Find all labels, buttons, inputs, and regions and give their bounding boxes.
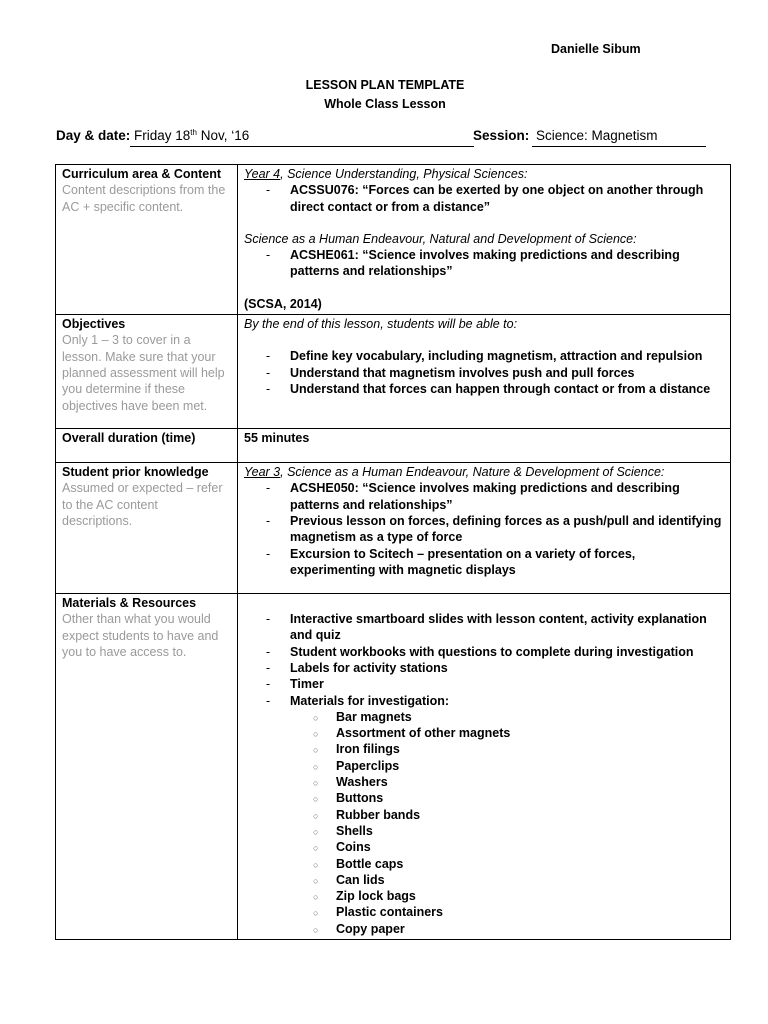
list-item: ○ Coins: [244, 839, 724, 855]
day-session-row: [56, 128, 716, 148]
list-item: ○ Bar magnets: [244, 709, 724, 725]
objectives-heading: Objectives: [62, 317, 126, 332]
list-item: ○ Copy paper: [244, 921, 724, 937]
list-item: - Understand that forces can happen through contact or from a distance: [244, 381, 724, 397]
materials-description: Other than what you would expect students to have and you to have access to.: [62, 612, 219, 659]
list-item: - Understand that magnetism involves push and pull forces: [244, 365, 724, 381]
duration-label-cell: [56, 429, 238, 463]
curriculum-year: Year 4: [244, 167, 281, 181]
prior-content-cell: [238, 463, 731, 594]
day-date-label: Day & date:: [56, 128, 131, 143]
list-item: ○ Washers: [244, 774, 724, 790]
investigation-materials-list: [244, 709, 724, 937]
list-item: - Previous lesson on forces, defining forces as a push/pull and identifying magnetism as a type of force: [244, 513, 724, 546]
curriculum-heading: Curriculum area & Content: [62, 167, 222, 181]
document-subtitle: Whole Class Lesson: [324, 97, 446, 111]
list-item: ○ Buttons: [244, 790, 724, 806]
author-name: Danielle Sibum: [551, 42, 641, 56]
day-date-suffix: th: [190, 128, 197, 137]
materials-list: [244, 611, 724, 709]
list-item: ○ Rubber bands: [244, 807, 724, 823]
list-item: ○ Zip lock bags: [244, 888, 724, 904]
table-row: [56, 315, 731, 429]
materials-heading: Materials & Resources: [62, 596, 197, 611]
duration-content-cell: [238, 429, 731, 463]
table-row: [56, 463, 731, 594]
list-item: - ACSSU076: “Forces can be exerted by one object on another through direct contact or from a distance”: [244, 182, 724, 215]
objectives-content-cell: [238, 315, 731, 429]
list-item: - Timer: [244, 676, 724, 692]
objectives-list: [244, 348, 724, 397]
materials-content-cell: [238, 594, 731, 940]
curriculum-year-rest: , Science Understanding, Physical Sciences:: [280, 167, 528, 181]
curriculum-citation: (SCSA, 2014): [244, 296, 322, 311]
list-item: ○ Paperclips: [244, 758, 724, 774]
curriculum-year-line: [244, 166, 724, 182]
table-row: [56, 165, 731, 315]
curriculum-subheading: Science as a Human Endeavour, Natural and Development of Science:: [244, 231, 637, 246]
table-row: [56, 594, 731, 940]
duration-value: 55 minutes: [244, 431, 310, 446]
curriculum-list-2: [244, 247, 724, 280]
list-item: ○ Assortment of other magnets: [244, 725, 724, 741]
list-item: ○ Can lids: [244, 872, 724, 888]
prior-year-rest: , Science as a Human Endeavour, Nature & Development of Science:: [280, 465, 665, 480]
day-date-value: [130, 128, 249, 143]
document-title: LESSON PLAN TEMPLATE: [305, 78, 465, 92]
list-item: ○ Iron filings: [244, 741, 724, 757]
list-item: - Interactive smartboard slides with lesson content, activity explanation and quiz: [244, 611, 724, 644]
day-date-rest: Nov, ‘16: [196, 128, 250, 143]
curriculum-description: Content descriptions from the AC + specific content.: [62, 183, 226, 214]
list-item: - Define key vocabulary, including magnetism, attraction and repulsion: [244, 348, 724, 364]
list-item: - Labels for activity stations: [244, 660, 724, 676]
prior-year: Year 3: [244, 465, 281, 480]
list-item: - ACSHE061: “Science involves making predictions and describing patterns and relationships”: [244, 247, 724, 280]
list-item: ○ Bottle caps: [244, 856, 724, 872]
list-item: ○ Plastic containers: [244, 904, 724, 920]
prior-heading: Student prior knowledge: [62, 465, 209, 480]
objectives-description: Only 1 – 3 to cover in a lesson. Make sure that your planned assessment will help you determine if these objectives have been met.: [62, 333, 225, 413]
session-value: Science: Magnetism: [536, 128, 658, 143]
day-date-field: [130, 128, 474, 147]
curriculum-content-cell: [238, 165, 731, 315]
prior-description: Assumed or expected – refer to the AC content descriptions.: [62, 481, 223, 528]
table-row: [56, 429, 731, 463]
prior-list: [244, 480, 724, 578]
list-item: - ACSHE050: “Science involves making predictions and describing patterns and relationships”: [244, 480, 724, 513]
list-item: - Excursion to Scitech – presentation on a variety of forces, experimenting with magnetic displays: [244, 546, 724, 579]
list-item: - Materials for investigation:: [244, 693, 724, 709]
objectives-intro: By the end of this lesson, students will be able to:: [244, 317, 518, 332]
duration-heading: Overall duration (time): [62, 431, 196, 446]
prior-label-cell: [56, 463, 238, 594]
curriculum-label-cell: [56, 165, 238, 315]
objectives-label-cell: [56, 315, 238, 429]
lesson-plan-table: [55, 164, 731, 940]
session-label: Session:: [473, 128, 530, 143]
list-item: ○ Shells: [244, 823, 724, 839]
curriculum-list-1: [244, 182, 724, 215]
session-field: [532, 128, 706, 147]
day-date-text: Friday 18: [134, 128, 191, 143]
prior-year-line: [244, 464, 724, 480]
list-item: - Student workbooks with questions to complete during investigation: [244, 644, 724, 660]
materials-label-cell: [56, 594, 238, 940]
